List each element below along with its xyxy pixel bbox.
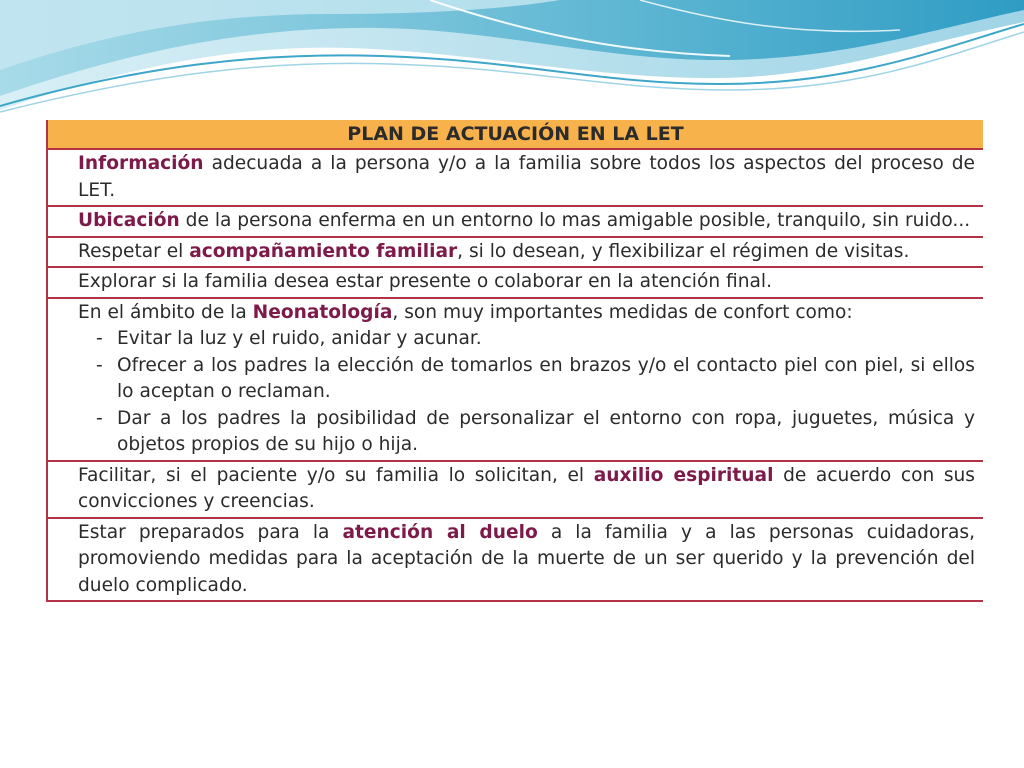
header-wave-decoration bbox=[0, 0, 1024, 120]
row-text: Facilitar, si el paciente y/o su familia lo solicitan, el bbox=[78, 464, 594, 486]
keyword: atención al duelo bbox=[342, 521, 538, 543]
row-text: Respetar el bbox=[78, 240, 190, 262]
table-row bbox=[47, 461, 983, 518]
table-row bbox=[47, 149, 983, 206]
table-header: PLAN DE ACTUACIÓN EN LA LET bbox=[47, 120, 983, 149]
row-text: En el ámbito de la bbox=[78, 301, 253, 323]
row-text: de la persona enferma en un entorno lo mas amigable posible, tranquilo, sin ruido... bbox=[179, 210, 971, 231]
keyword: Neonatología bbox=[252, 301, 393, 323]
table-row bbox=[47, 518, 983, 602]
table-row bbox=[47, 298, 983, 461]
table-row bbox=[47, 237, 983, 268]
plan-table bbox=[46, 120, 983, 602]
table-row bbox=[47, 267, 983, 298]
list-item: - Evitar la luz y el ruido, anidar y acunar. bbox=[96, 326, 975, 353]
keyword: Ubicación bbox=[78, 210, 180, 231]
list-item: - Ofrecer a los padres la elección de tomarlos en brazos y/o el contacto piel con piel, si ellos lo aceptan o reclaman. bbox=[96, 353, 975, 406]
row-text: Estar preparados para la bbox=[78, 521, 343, 543]
list-item: - Dar a los padres la posibilidad de personalizar el entorno con ropa, juguetes, música y objetos propios de su hijo o hija. bbox=[96, 406, 975, 459]
content-table-region bbox=[46, 120, 983, 612]
keyword: auxilio espiritual bbox=[593, 464, 774, 486]
keyword: acompañamiento familiar bbox=[189, 240, 458, 262]
bullet-list bbox=[78, 326, 975, 459]
row-text: , si lo desean, y flexibilizar el régimen de visitas. bbox=[457, 240, 910, 262]
row-text: Explorar si la familia desea estar presente o colaborar en la atención final. bbox=[78, 271, 773, 292]
row-text: a la familia y a las personas cuidadoras, promoviendo medidas para la aceptación de la muerte de un ser querido y la prevención del duelo complicado. bbox=[78, 521, 975, 596]
keyword: Información bbox=[78, 153, 204, 174]
row-text: adecuada a la persona y/o a la familia sobre todos los aspectos del proceso de LET. bbox=[78, 153, 975, 201]
table-row bbox=[47, 206, 983, 237]
row-text: , son muy importantes medidas de confort como: bbox=[392, 301, 853, 323]
row-text: de acuerdo con sus convicciones y creencias. bbox=[78, 464, 975, 512]
